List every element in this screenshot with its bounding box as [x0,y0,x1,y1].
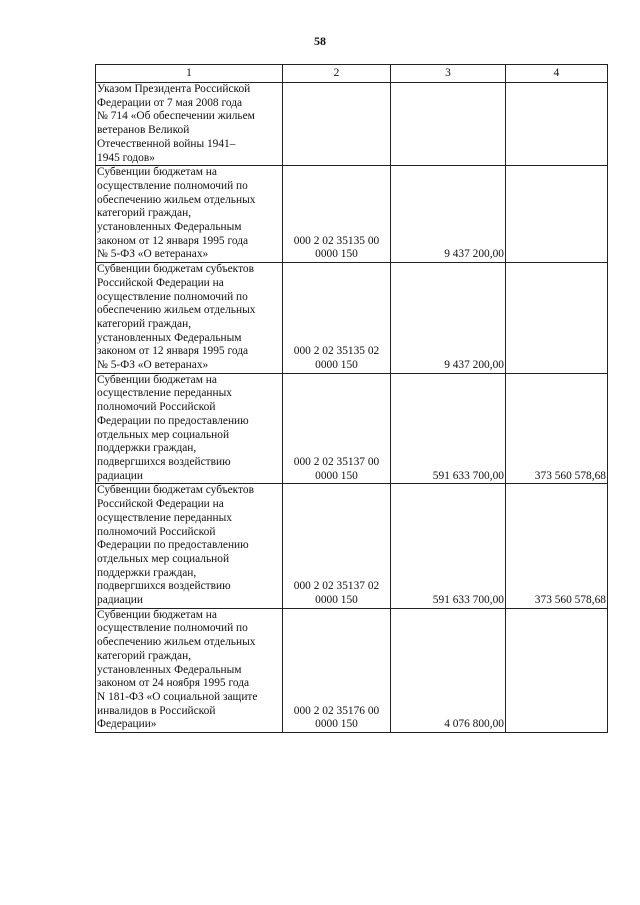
row-name-cell: Субвенции бюджетам субъектов Российской Федерации на осуществление полномочий по обеспечению жильем отдельных категорий граждан, установленных Федеральным законом от 12 января 1995 года № 5-ФЗ «О ветеранах» [96,263,283,374]
row-name-cell: Субвенции бюджетам на осуществление полномочий по обеспечению жильем отдельных категорий граждан, установленных Федеральным законом от 24 ноября 1995 года N 181-ФЗ «О социальной защите инвалидов в Российской Федерации» [96,608,283,732]
table-row [96,608,608,732]
row-amount-cell: 591 633 700,00 [391,373,506,484]
row-code-cell: 000 2 02 35137 00 0000 150 [283,373,391,484]
table-row [96,484,608,608]
row-executed-cell [506,166,608,263]
page-number: 58 [314,34,326,48]
row-name-cell: Субвенции бюджетам на осуществление полномочий по обеспечению жильем отдельных категорий граждан, установленных Федеральным законом от 12 января 1995 года № 5-ФЗ «О ветеранах» [96,166,283,263]
row-name-cell: Субвенции бюджетам на осуществление переданных полномочий Российской Федерации по предоставлению отдельных мер социальной поддержки граждан, подвергшихся воздействию радиации [96,373,283,484]
row-executed-cell [506,83,608,166]
row-executed-cell: 373 560 578,68 [506,484,608,608]
row-amount-cell: 4 076 800,00 [391,608,506,732]
row-code-cell: 000 2 02 35137 02 0000 150 [283,484,391,608]
row-executed-cell [506,608,608,732]
column-header-2: 2 [283,65,391,83]
row-amount-cell [391,83,506,166]
column-header-1: 1 [96,65,283,83]
column-header-4: 4 [506,65,608,83]
table-row [96,83,608,166]
row-code-cell: 000 2 02 35135 00 0000 150 [283,166,391,263]
row-executed-cell: 373 560 578,68 [506,373,608,484]
table-row [96,373,608,484]
row-executed-cell [506,263,608,374]
budget-table [95,64,608,733]
table-row [96,166,608,263]
row-name-cell: Субвенции бюджетам субъектов Российской Федерации на осуществление переданных полномочий Российской Федерации по предоставлению отдельных мер социальной поддержки граждан, подвергшихся воздействию радиации [96,484,283,608]
row-amount-cell: 9 437 200,00 [391,166,506,263]
table-row [96,263,608,374]
row-code-cell: 000 2 02 35176 00 0000 150 [283,608,391,732]
row-name-cell: Указом Президента Российской Федерации от 7 мая 2008 года № 714 «Об обеспечении жильем ветеранов Великой Отечественной войны 1941– 1945 годов» [96,83,283,166]
table-header-row [96,65,608,83]
row-amount-cell: 591 633 700,00 [391,484,506,608]
row-code-cell: 000 2 02 35135 02 0000 150 [283,263,391,374]
row-code-cell [283,83,391,166]
column-header-3: 3 [391,65,506,83]
row-amount-cell: 9 437 200,00 [391,263,506,374]
